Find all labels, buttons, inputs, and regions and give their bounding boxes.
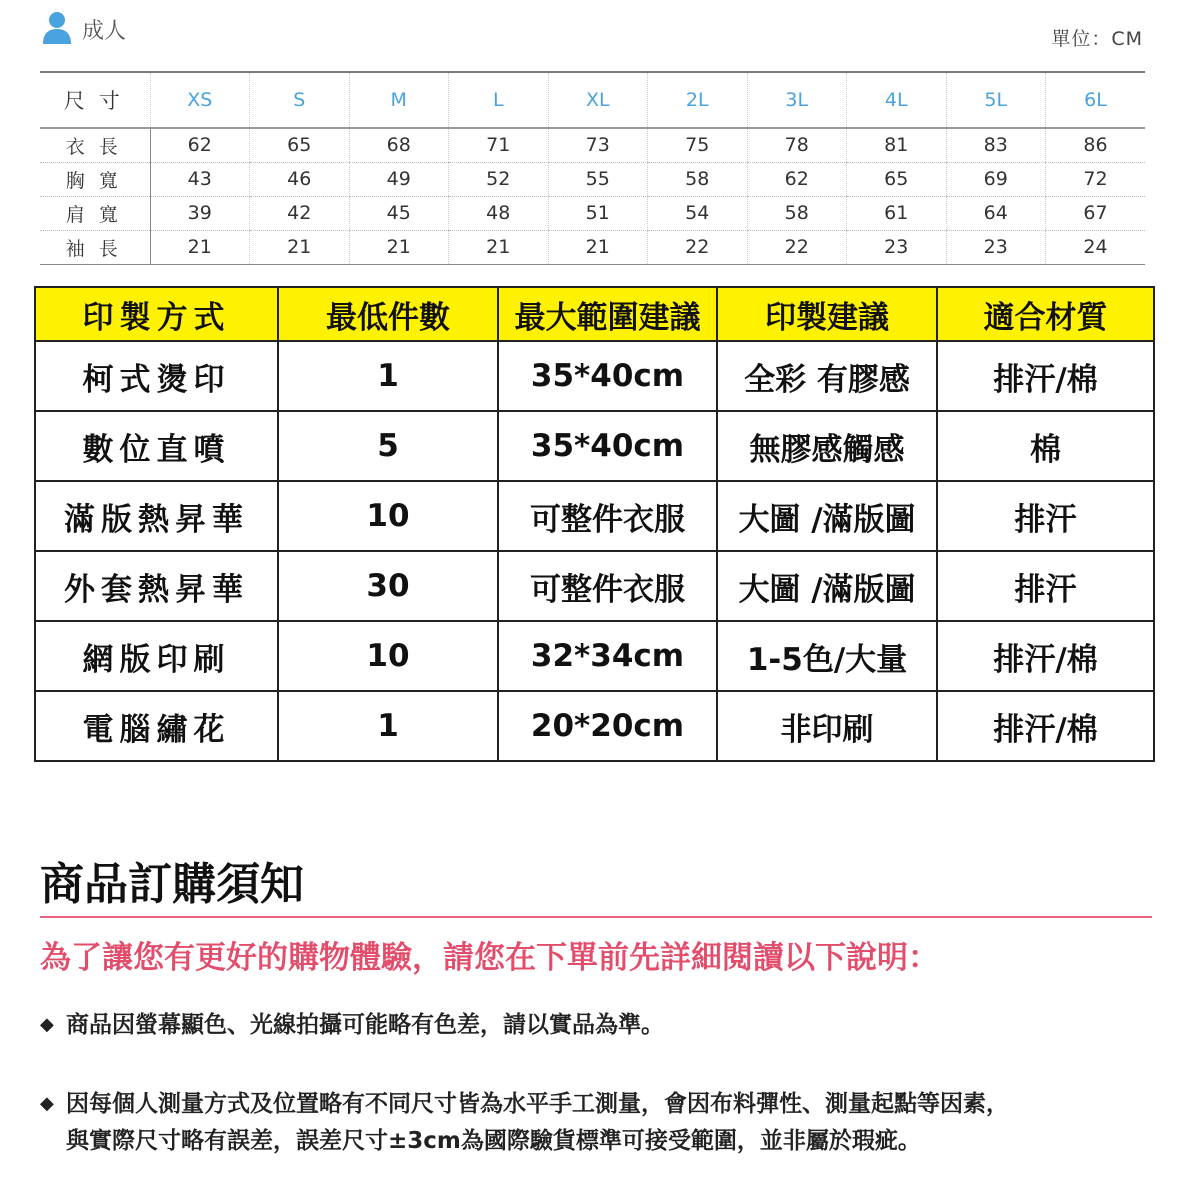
print-method-cell: 1 [278, 341, 498, 411]
size-value-cell: 48 [449, 196, 549, 230]
size-value-cell: 71 [449, 128, 549, 162]
print-method-cell: 20*20cm [498, 691, 717, 761]
print-method-cell: 排汗 [937, 481, 1154, 551]
print-method-cell: 大圖 /滿版圖 [717, 481, 937, 551]
print-column-header: 最大範圍建議 [498, 287, 717, 341]
size-value-cell: 62 [747, 162, 847, 196]
size-row [40, 230, 1145, 264]
print-method-row [35, 621, 1154, 691]
size-value-cell: 83 [946, 128, 1046, 162]
size-value-cell: 23 [847, 230, 947, 264]
size-value-cell: 21 [449, 230, 549, 264]
size-column-header: 6L [1046, 72, 1146, 128]
print-method-cell: 非印刷 [717, 691, 937, 761]
print-method-cell: 35*40cm [498, 411, 717, 481]
print-method-cell: 30 [278, 551, 498, 621]
size-value-cell: 78 [747, 128, 847, 162]
print-method-cell: 可整件衣服 [498, 481, 717, 551]
print-method-cell: 全彩 有膠感 [717, 341, 937, 411]
size-row-label: 衣長 [40, 128, 150, 162]
print-method-cell: 可整件衣服 [498, 551, 717, 621]
print-method-cell: 排汗/棉 [937, 621, 1154, 691]
size-value-cell: 73 [548, 128, 648, 162]
size-row-label: 袖長 [40, 230, 150, 264]
size-column-header: 4L [847, 72, 947, 128]
print-method-row [35, 481, 1154, 551]
size-value-cell: 55 [548, 162, 648, 196]
size-column-header: M [349, 72, 449, 128]
print-method-name: 柯式燙印 [35, 341, 278, 411]
print-method-cell: 10 [278, 481, 498, 551]
size-column-header: S [250, 72, 350, 128]
size-column-header: 2L [648, 72, 748, 128]
print-method-cell: 排汗 [937, 551, 1154, 621]
size-header-label: 尺寸 [40, 72, 150, 128]
print-column-header: 最低件數 [278, 287, 498, 341]
print-method-cell: 35*40cm [498, 341, 717, 411]
notice-divider [40, 916, 1152, 918]
print-method-row [35, 341, 1154, 411]
size-row [40, 196, 1145, 230]
size-column-header: 5L [946, 72, 1046, 128]
size-value-cell: 22 [648, 230, 748, 264]
print-method-cell: 1 [278, 691, 498, 761]
size-value-cell: 86 [1046, 128, 1146, 162]
size-value-cell: 21 [150, 230, 250, 264]
size-value-cell: 45 [349, 196, 449, 230]
notice-subtitle: 為了讓您有更好的購物體驗，請您在下單前先詳細閱讀以下說明： [40, 940, 939, 976]
size-chart-body [40, 128, 1145, 264]
size-row [40, 162, 1145, 196]
notice-item-text: 因每個人測量方式及位置略有不同尺寸皆為水平手工測量，會因布料彈性、測量起點等因素， [66, 1091, 1009, 1117]
print-method-name: 滿版熱昇華 [35, 481, 278, 551]
print-method-cell: 排汗/棉 [937, 691, 1154, 761]
notice-item-text-cont: 與實際尺寸略有誤差，誤差尺寸±3cm為國際驗貨標準可接受範圍，並非屬於瑕疵。 [66, 1128, 921, 1154]
size-column-header: XL [548, 72, 648, 128]
notice-item-text: 商品因螢幕顯色、光線拍攝可能略有色差，請以實品為準。 [66, 1012, 664, 1038]
print-header-row [35, 287, 1154, 341]
print-method-name: 數位直噴 [35, 411, 278, 481]
size-value-cell: 23 [946, 230, 1046, 264]
size-value-cell: 58 [648, 162, 748, 196]
size-chart-header [40, 8, 1145, 48]
print-method-cell: 1-5色/大量 [717, 621, 937, 691]
notice-item [40, 1006, 664, 1044]
size-column-header: L [449, 72, 549, 128]
size-value-cell: 24 [1046, 230, 1146, 264]
print-method-cell: 排汗/棉 [937, 341, 1154, 411]
print-method-cell: 無膠感觸感 [717, 411, 937, 481]
size-value-cell: 21 [548, 230, 648, 264]
size-value-cell: 65 [250, 128, 350, 162]
size-value-cell: 62 [150, 128, 250, 162]
person-icon [42, 10, 72, 44]
size-value-cell: 22 [747, 230, 847, 264]
size-value-cell: 39 [150, 196, 250, 230]
print-method-cell: 棉 [937, 411, 1154, 481]
diamond-icon: ◆ [40, 1014, 54, 1035]
size-value-cell: 54 [648, 196, 748, 230]
print-method-cell: 大圖 /滿版圖 [717, 551, 937, 621]
size-value-cell: 21 [349, 230, 449, 264]
print-method-row [35, 411, 1154, 481]
size-value-cell: 51 [548, 196, 648, 230]
print-method-row [35, 691, 1154, 761]
notice-item [40, 1085, 1009, 1160]
size-column-header: XS [150, 72, 250, 128]
size-chart-table [40, 71, 1145, 265]
size-value-cell: 67 [1046, 196, 1146, 230]
size-value-cell: 68 [349, 128, 449, 162]
print-method-table [34, 286, 1155, 762]
size-category-label: 成人 [82, 19, 127, 44]
size-value-cell: 81 [847, 128, 947, 162]
print-column-header: 印製建議 [717, 287, 937, 341]
print-column-header: 適合材質 [937, 287, 1154, 341]
size-value-cell: 49 [349, 162, 449, 196]
size-value-cell: 65 [847, 162, 947, 196]
print-method-name: 外套熱昇華 [35, 551, 278, 621]
size-row-label: 胸寬 [40, 162, 150, 196]
size-value-cell: 75 [648, 128, 748, 162]
size-value-cell: 61 [847, 196, 947, 230]
size-value-cell: 69 [946, 162, 1046, 196]
size-value-cell: 58 [747, 196, 847, 230]
print-method-cell: 5 [278, 411, 498, 481]
size-row [40, 128, 1145, 162]
size-value-cell: 43 [150, 162, 250, 196]
print-method-name: 電腦繡花 [35, 691, 278, 761]
unit-label: 單位：CM [1051, 28, 1143, 50]
size-value-cell: 21 [250, 230, 350, 264]
size-header-row [40, 72, 1145, 128]
print-method-cell: 10 [278, 621, 498, 691]
size-value-cell: 46 [250, 162, 350, 196]
print-method-cell: 32*34cm [498, 621, 717, 691]
notice-title: 商品訂購須知 [40, 859, 304, 910]
size-value-cell: 64 [946, 196, 1046, 230]
print-method-row [35, 551, 1154, 621]
size-row-label: 肩寬 [40, 196, 150, 230]
size-value-cell: 52 [449, 162, 549, 196]
size-value-cell: 42 [250, 196, 350, 230]
size-column-header: 3L [747, 72, 847, 128]
print-column-header: 印製方式 [35, 287, 278, 341]
size-value-cell: 72 [1046, 162, 1146, 196]
print-method-name: 網版印刷 [35, 621, 278, 691]
diamond-icon: ◆ [40, 1093, 54, 1114]
print-method-body [35, 341, 1154, 761]
